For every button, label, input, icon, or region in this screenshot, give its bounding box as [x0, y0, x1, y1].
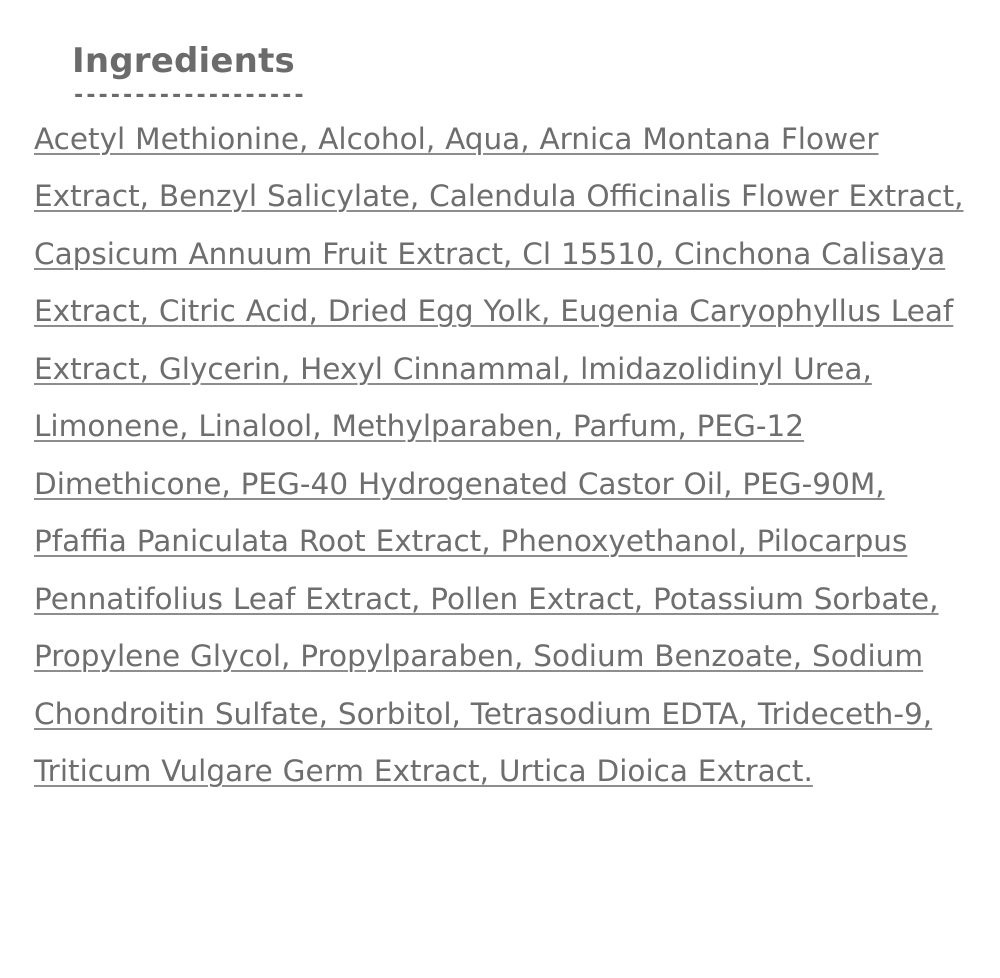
title-divider: -------------------	[72, 82, 305, 108]
page-title: Ingredients	[72, 41, 295, 81]
ingredients-text: Acetyl Methionine, Alcohol, Aqua, Arnica Montana Flower Extract, Benzyl Salicylate, Calendula Officinalis Flower Extract, Capsicum Annuum Fruit Extract, Cl 15510, Cinchona Calisaya Extract, Citric Acid, Dried Egg Yolk, Eugenia Caryophyllus Leaf Extract, Glycerin, Hexyl Cinnammal, lmidazolidinyl Urea, Limonene, Linalool, Methylparaben, Parfum, PEG-12 Dimethicone, PEG-40 Hydrogenated Castor Oil, PEG-90M, Pfaffia Paniculata Root Extract, Phenoxyethanol, Pilocarpus Pennatifolius Leaf Extract, Pollen Extract, Potassium Sorbate, Propylene Glycol, Propylparaben, Sodium Benzoate, Sodium Chondroitin Sulfate, Sorbitol, Tetrasodium EDTA, Trideceth-9, Triticum Vulgare Germ Extract, Urtica Dioica Extract.	[34, 121, 964, 788]
